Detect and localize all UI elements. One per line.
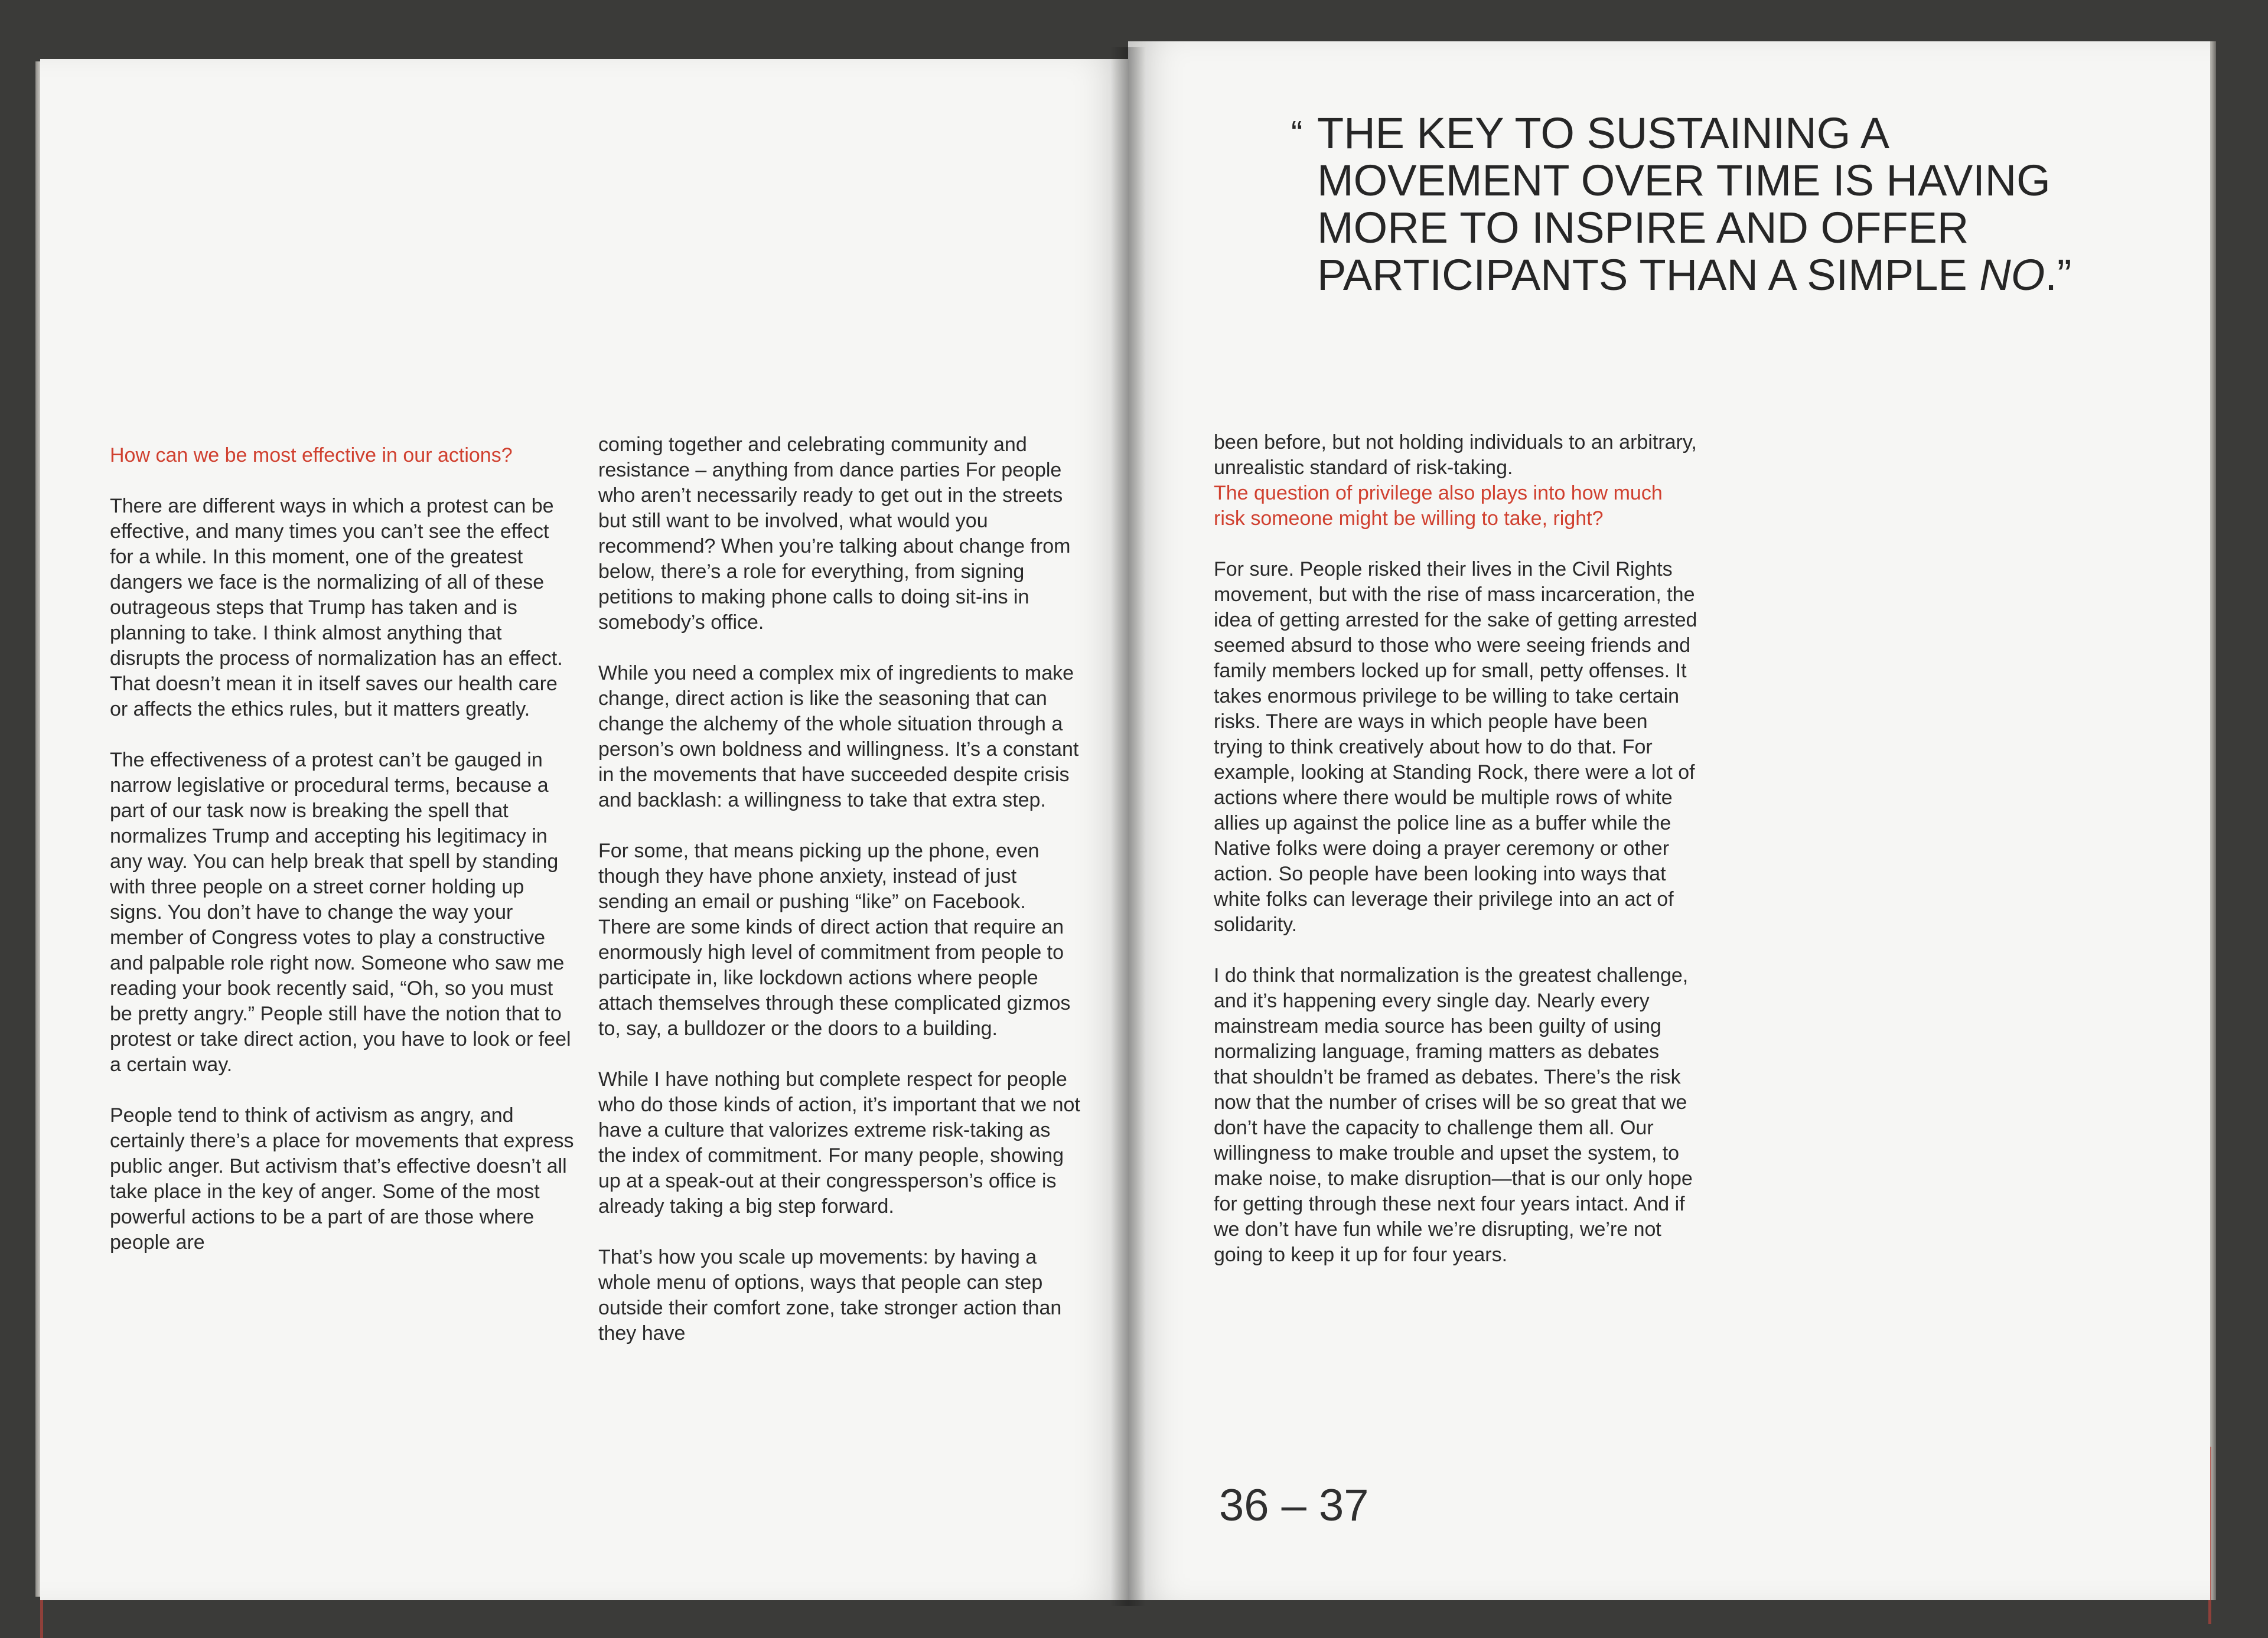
paragraph: I do think that normalization is the greatest challenge, and it’s happening every single day. Nearly every mainstream media source has been guilty of using normalizing language, framing matters as debates that shouldn’t be framed as debates. There’s the risk now that the number of crises will be so great that we don’t have the capacity to challenge them all. Our willingness to make trouble and upset the system, to make noise, to make disruption—that is our only hope for getting through these next four years intact. And if we don’t have fun while we’re disrupting, we’re not going to keep it up for four years. (1214, 964, 1693, 1266)
paragraph: While I have nothing but complete respect for people who do those kinds of action, it’s important that we not have a culture that valorizes extreme risk-taking as the index of commitment. For many people, showing up at a speak-out at their congressperson’s office is already taking a big step forward. (598, 1068, 1080, 1218)
paragraph: been before, but not holding individuals to an arbitrary, unrealistic standard of risk-taking. (1214, 431, 1697, 479)
paragraph: For sure. People risked their lives in the Civil Rights movement, but with the rise of mass incarceration, the idea of getting arrested for the sake of getting arrested seemed absurd to those who were seeing friends and family members locked up for small, petty offenses. It takes enormous privilege to be willing to take certain risks. There are ways in which people have been trying to think creatively about how to do that. For example, looking at Standing Rock, there were a lot of actions where there would be multiple rows of white allies up against the police line as a buffer while the Native folks were doing a prayer ceremony or other action. So people have been looking into ways that white folks can leverage their privilege into an act of solidarity. (1214, 558, 1697, 936)
right-column (1214, 430, 1698, 1268)
pull-quote-text: THE KEY TO SUSTAINING A MOVEMENT OVER TIME IS HAVING MORE TO INSPIRE AND OFFER PARTICIPANTS THAN A SIMPLE (1317, 109, 2051, 299)
pull-quote-close: .” (2045, 250, 2072, 299)
paragraph: For some, that means picking up the phone, even though they have phone anxiety, instead of just sending an email or pushing “like” on Facebook. There are some kinds of direct action that require an enormously high level of commitment from people to participate in, like lockdown actions where people attach themselves through these complicated gizmos to, say, a bulldozer or the doors to a building. (598, 840, 1071, 1040)
left-page (40, 59, 1128, 1600)
paragraph: That’s how you scale up movements: by having a whole menu of options, ways that people can step outside their comfort zone, take stronger action than they have (598, 1246, 1062, 1345)
left-column-2 (598, 432, 1083, 1346)
paragraph: People tend to think of activism as angry, and certainly there’s a place for movements that express public anger. But activism that’s effective doesn’t all take place in the key of anger. Some of the most powerful actions to be a part of are those where people are (110, 1104, 574, 1254)
paragraph: The effectiveness of a protest can’t be gauged in narrow legislative or procedural terms, because a part of our task now is breaking the spell that normalizes Trump and accepting his legitimacy in any way. You can help break that spell by standing with three people on a street corner holding up signs. You don’t have to change the way your member of Congress votes to play a constructive and palpable role right now. Someone who saw me reading your book recently said, “Oh, so you must be pretty angry.” People still have the notion that to protest or take direct action, you have to look or feel a certain way. (110, 749, 571, 1076)
pull-quote (1291, 109, 2144, 299)
paragraph: There are different ways in which a protest can be effective, and many times you can’t see the effect for a while. In this moment, one of the greatest dangers we face is the normalizing of all of these outrageous steps that Trump has taken and is planning to take. I think almost anything that disrupts the process of normalization has an effect. That doesn’t mean it in itself saves our health care or affects the ethics rules, but it matters greatly. (110, 495, 563, 720)
book-gutter-shadow (1110, 47, 1146, 1606)
quote-open-mark: “ (1291, 114, 1303, 152)
paragraph: While you need a complex mix of ingredients to make change, direct action is like the seasoning that can change the alchemy of the whole situation through a person’s own boldness and willingness. It’s a constant in the movements that have succeeded despite crisis and backlash: a willingness to take that extra step. (598, 662, 1079, 811)
question-heading: The question of privilege also plays into how much risk someone might be willing to take, right? (1214, 482, 1663, 530)
page-numbers: 36 – 37 (1219, 1480, 1369, 1531)
paragraph: coming together and celebrating community and resistance – anything from dance parties For people who aren’t necessarily ready to get out in the streets but still want to be involved, what would you recommend? When you’re talking about change from below, there’s a role for everything, from signing petitions to making phone calls to doing sit-ins in somebody’s office. (598, 433, 1071, 634)
left-column-1 (110, 443, 576, 1255)
question-heading: How can we be most effective in our actions? (110, 444, 513, 466)
pull-quote-emphasis: NO (1979, 250, 2045, 299)
right-page (1128, 41, 2210, 1600)
